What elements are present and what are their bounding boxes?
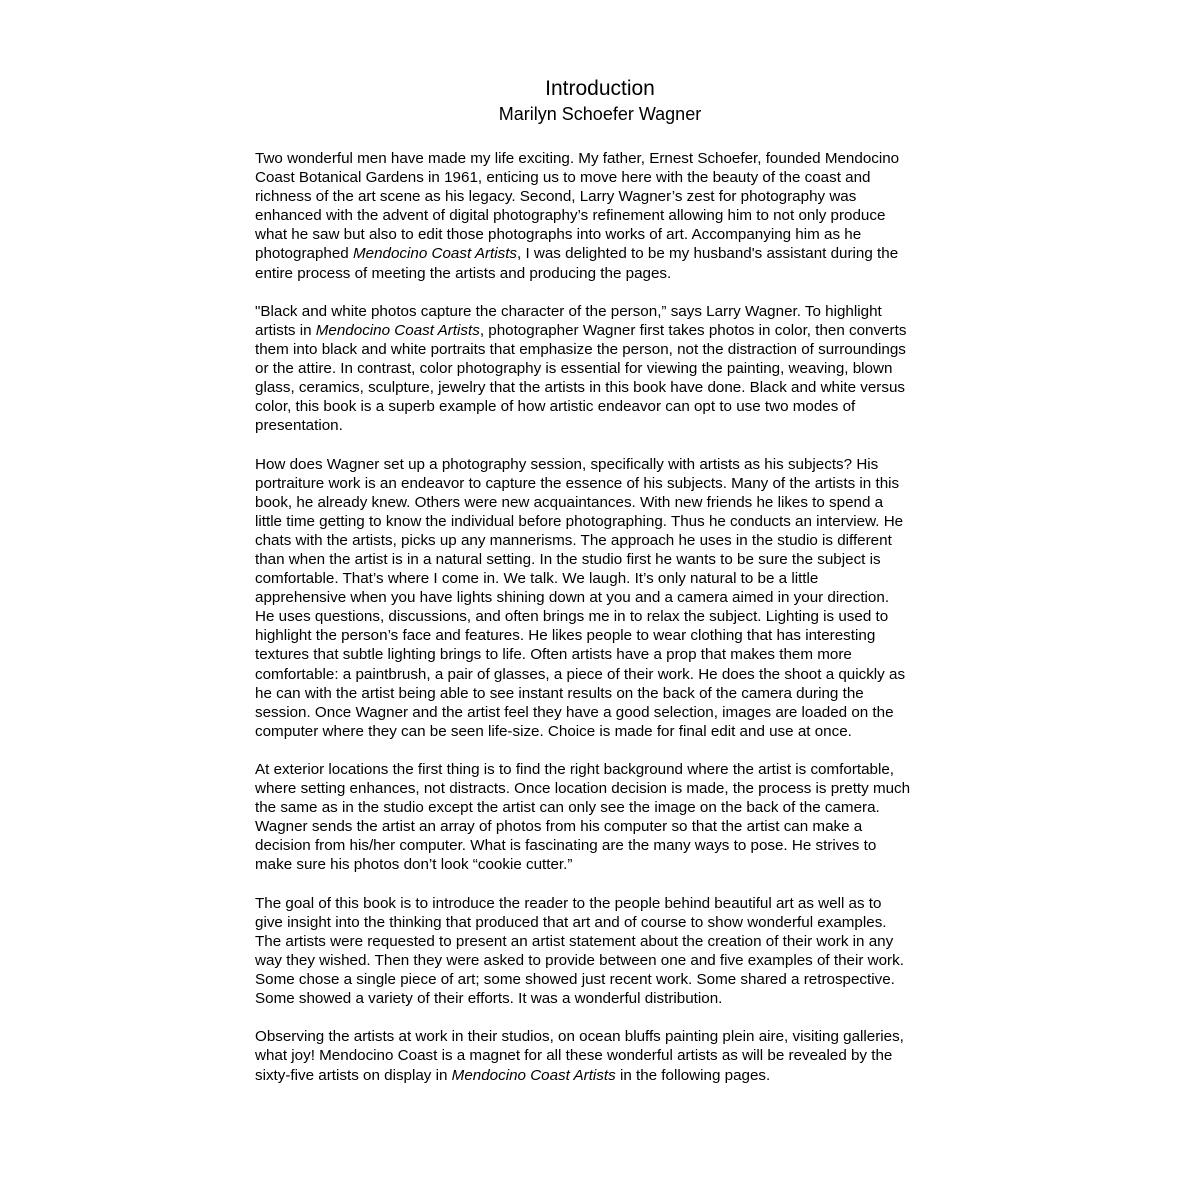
text-segment: what he saw but also to edit those photographs into works of art. Accompanying him as he (255, 226, 862, 244)
text-line (255, 378, 955, 397)
text-line (255, 665, 955, 684)
text-segment: , I was delighted to be my husband's assistant during the (517, 245, 899, 263)
text-segment: book, he already knew. Others were new acquaintances. With new friends he likes to spend a (255, 493, 884, 511)
text-segment: textures that subtle lighting brings to life. Often artists have a prop that makes them more (255, 646, 852, 664)
paragraph-6 (255, 1027, 955, 1084)
text-line (255, 531, 955, 550)
text-segment: He uses questions, discussions, and often brings me in to relax the subject. Lighting is used to (255, 608, 889, 626)
text-segment: richness of the art scene as his legacy. Second, Larry Wagner’s zest for photography was (255, 188, 857, 206)
text-line (255, 817, 955, 836)
text-line (255, 798, 955, 817)
text-line (255, 588, 955, 607)
text-line (255, 512, 955, 531)
text-segment: what joy! Mendocino Coast is a magnet for all these wonderful artists as will be revealed by the (255, 1047, 893, 1065)
text-segment: The goal of this book is to introduce the reader to the people behind beautiful art as well as to (255, 894, 882, 912)
text-line (255, 474, 955, 493)
paragraph-3 (255, 455, 955, 741)
text-segment: At exterior locations the first thing is to find the right background where the artist is comfortable, (255, 761, 895, 778)
text-segment: glass, ceramics, sculpture, jewelry that the artists in this book have done. Black and white versus (255, 379, 905, 397)
text-line (255, 550, 955, 569)
text-line (255, 264, 955, 283)
text-segment: sixty-five artists on display in (255, 1066, 452, 1084)
text-segment: computer where they can be seen life-size. Choice is made for final edit and use at once. (255, 722, 852, 740)
text-line (255, 187, 955, 206)
text-line (255, 932, 955, 951)
text-line (255, 645, 955, 664)
text-segment: enhanced with the advent of digital photography’s refinement allowing him to not only produce (255, 207, 886, 225)
text-segment: Some chose a single piece of art; some showed just recent work. Some shared a retrospective. (255, 971, 895, 989)
text-segment: photographed (255, 245, 353, 263)
text-line (255, 206, 955, 225)
text-line (255, 397, 955, 416)
text-segment: in the following pages. (615, 1066, 771, 1084)
text-line (255, 244, 955, 263)
text-line (255, 416, 955, 435)
text-line (255, 989, 955, 1008)
text-line (255, 970, 955, 989)
text-segment: entire process of meeting the artists and producing the pages. (255, 264, 672, 282)
text-line (255, 855, 955, 874)
text-line (255, 913, 955, 932)
paragraph-4 (255, 760, 955, 875)
heading-block (0, 76, 1200, 126)
text-segment: Coast Botanical Gardens in 1961, enticing us to move here with the beauty of the coast and (255, 169, 871, 187)
text-segment: The artists were requested to present an artist statement about the creation of their work in any (255, 932, 894, 950)
text-segment: highlight the person’s face and features. He likes people to wear clothing that has interesting (255, 627, 876, 645)
paragraph-1 (255, 149, 955, 283)
text-segment: than when the artist is in a natural setting. In the studio first he wants to be sure the subject is (255, 550, 881, 568)
text-segment: the same as in the studio except the artist can only see the image on the back of the camera. (255, 799, 880, 817)
text-segment: way they wished. Then they were asked to provide between one and five examples of their work. (255, 951, 904, 969)
text-line (255, 684, 955, 703)
text-line (255, 149, 955, 168)
text-line (255, 1027, 955, 1046)
text-segment: session. Once Wagner and the artist feel they have a good selection, images are loaded on the (255, 703, 894, 721)
text-segment: How does Wagner set up a photography session, specifically with artists as his subjects? His (255, 455, 879, 473)
text-line (255, 607, 955, 626)
text-segment: presentation. (255, 417, 343, 435)
text-segment: artists in (255, 321, 316, 339)
text-line (255, 722, 955, 741)
text-line (255, 1046, 955, 1065)
text-segment: Wagner sends the artist an array of photos from his computer so that the artist can make a (255, 818, 863, 836)
text-segment: chats with the artists, picks up any mannerisms. The approach he uses in the studio is different (255, 531, 892, 549)
text-line (255, 626, 955, 645)
text-segment: apprehensive when you have lights shining down at you and a camera aimed in your direction. (255, 589, 890, 607)
paragraph-2 (255, 302, 955, 436)
text-segment: Some showed a variety of their efforts. It was a wonderful distribution. (255, 990, 723, 1008)
text-segment: comfortable: a paintbrush, a pair of glasses, a piece of their work. He does the shoot a quickly as (255, 665, 906, 683)
text-segment: Two wonderful men have made my life exciting. My father, Ernest Schoefer, founded Mendocino (255, 150, 900, 167)
text-segment: he can with the artist being able to see instant results on the back of the camera during the (255, 684, 864, 702)
document-title: Introduction (545, 77, 655, 100)
text-line (255, 493, 955, 512)
text-line (255, 168, 955, 187)
text-segment: portraiture work is an endeavor to capture the essence of his subjects. Many of the artists in this (255, 474, 900, 492)
text-segment: give insight into the thinking that produced that art and of course to show wonderful examples. (255, 913, 887, 931)
book-title-italic: Mendocino Coast Artists (315, 321, 480, 339)
text-line (255, 951, 955, 970)
book-title-italic: Mendocino Coast Artists (352, 245, 518, 263)
text-segment: decision from his/her computer. What is fascinating are the many ways to pose. He strives to (255, 837, 877, 855)
text-segment: them into black and white portraits that emphasize the person, not the distraction of surroundings (255, 340, 906, 358)
text-line (255, 760, 955, 779)
body-text (255, 149, 955, 1104)
text-line (255, 321, 955, 340)
text-segment: make sure his photos don’t look “cookie cutter.” (255, 856, 573, 874)
text-segment: Observing the artists at work in their studios, on ocean bluffs painting plein aire, visiting galleries, (255, 1028, 904, 1046)
text-segment: little time getting to know the individual before photographing. Thus he conducts an interview. He (255, 512, 904, 530)
text-line (255, 359, 955, 378)
text-line (255, 340, 955, 359)
text-line (255, 779, 955, 798)
text-line (255, 836, 955, 855)
text-line (255, 894, 955, 913)
book-title-italic: Mendocino Coast Artists (451, 1066, 616, 1084)
text-line (255, 225, 955, 244)
text-segment: comfortable. That’s where I come in. We talk. We laugh. It’s only natural to be a little (255, 570, 819, 588)
paragraph-5 (255, 894, 955, 1009)
document-author: Marilyn Schoefer Wagner (498, 104, 702, 124)
text-line (255, 455, 955, 474)
text-line (255, 569, 955, 588)
text-segment: color, this book is a superb example of how artistic endeavor can opt to use two modes of (255, 398, 856, 416)
text-segment: where setting enhances, not distracts. Once location decision is made, the process is pretty much (255, 780, 911, 798)
text-line (255, 1066, 955, 1085)
text-segment: , photographer Wagner first takes photos in color, then converts (479, 321, 907, 339)
text-segment: "Black and white photos capture the character of the person,” says Larry Wagner. To highlight (255, 302, 882, 320)
text-segment: or the attire. In contrast, color photography is essential for viewing the painting, weaving, blown (255, 360, 893, 378)
text-line (255, 703, 955, 722)
text-line (255, 302, 955, 321)
